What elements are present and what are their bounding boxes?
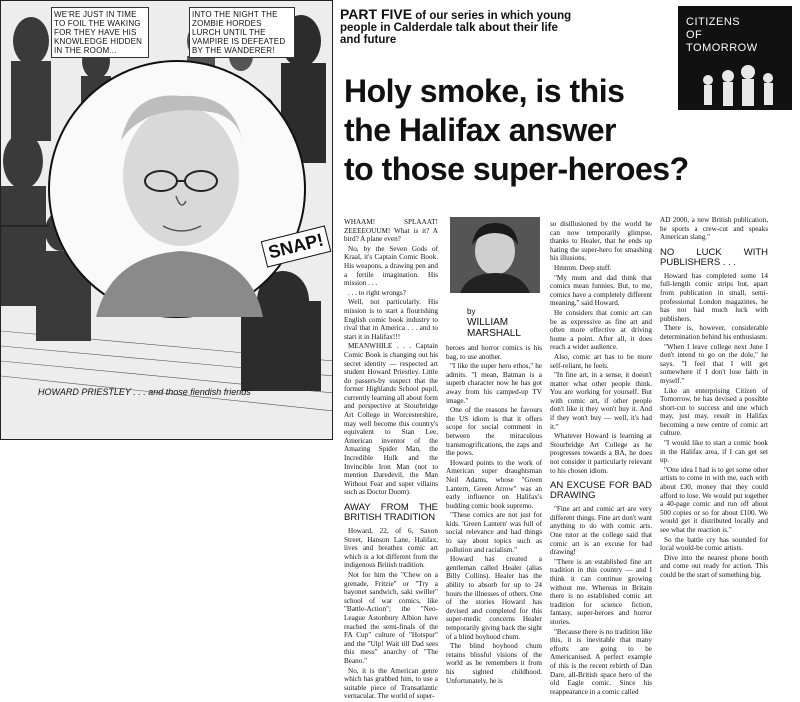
headline-line: the Halifax answer xyxy=(344,112,616,148)
paragraph: Like an enterprising Citizen of Tomorrow, he has devised a possible short-cut to success and one which may, just may, result in Halifax becoming a new centre of comic art culture. xyxy=(660,386,768,438)
byline-by: by xyxy=(467,307,476,316)
series-box-line: OF xyxy=(686,29,703,41)
paragraph: Howard has completed some 14 full-length comic strips but, apart from publication in small, semi-professional London magazines, he has not had much luck with publishers. xyxy=(660,271,768,323)
comic-caption-box: WE'RE JUST IN TIME TO FOIL THE WAKING FOR THEY HAVE HIS KNOWLEDGE HIDDEN IN THE ROOM... xyxy=(51,7,149,58)
paragraph: "My mum and dad think that comics mean funnies. But, to me, comics have a completely different meaning," said Howard. xyxy=(550,273,652,308)
headline-line: Holy smoke, is this xyxy=(344,73,625,109)
paragraph: AD 2000, a new British publication, he sports a crew-cut and speaks American slang." xyxy=(660,216,768,242)
paragraph: "Fine art and comic art are very different things. Fine art don't want anything to do with comic arts. One tutor at the college said that comic art is an excuse for bad drawing! xyxy=(550,505,652,557)
comic-sound-effect: SNAP! xyxy=(261,225,332,267)
paragraph: There is, however, considerable determination behind his enthusiasm. xyxy=(660,324,768,341)
paragraph: . . . to right wrongs? xyxy=(348,288,406,297)
byline-name: WILLIAM xyxy=(467,317,509,328)
paragraph: Not for him the "Chew on a grenade, Fritzie" or "Try a bayonet sandwich, saki swiller" school of war comics, like "Battle-Action"; the "Neo-League Astonbury Albion have reached the semi-finals of the FA Cup" culture of "Hotspur" and the "Ulp! Wait till Dad sees this mess" anarchy of "The Beano." xyxy=(344,570,438,665)
subheading: NO LUCK WITH PUBLISHERS . . . xyxy=(660,246,768,268)
headline xyxy=(344,72,689,189)
headline-line: to those super-heroes? xyxy=(344,151,689,187)
paragraph: "There is an established fine art tradition in this country — and I think it can continue growing without me. Whereas in Britain there is no established comic art tradition for science fiction, fantasy, super-heroes and horror stories. xyxy=(550,557,652,626)
article-column xyxy=(446,344,542,686)
paragraph: Howard has created a gentleman called Healer (alias Billy Collins). Healer has the ability to absorb for up to 24 hours the illnesses of others. One of the stories Howard has devised and completed for this super-medic concerns Healer temporarily giving back the sight of a blind boyhood chum. xyxy=(446,555,542,641)
series-logo-box xyxy=(678,6,792,110)
photo-caption: HOWARD PRIESTLEY . . . and those fiendish friends xyxy=(38,387,251,397)
series-box-line: CITIZENS xyxy=(686,16,741,28)
paragraph: "One idea I had is to get some other artists to come in with me, each with about £30, money that they could afford to lose. We would put together a 40-page comic and run off about 500 copies or so for about £100. We would get it distributed locally and see what the reaction is." xyxy=(660,465,768,534)
paragraph: heroes and horror comics is his bag, to use another. xyxy=(446,344,542,361)
byline-name: MARSHALL xyxy=(467,328,521,339)
paragraph: "When I leave college next June I don't intend to go on the dole," he says. "I feel that I will get somewhere if I don't lose faith in myself." xyxy=(660,342,768,385)
article-column xyxy=(344,218,438,702)
paragraph: He considers that comic art can be as expressive as fine art and often more effective at driving home a point. After all, it does reach a wider audience. xyxy=(550,308,652,352)
paragraph: No, by the Seven Gods of Kraal, it's Captain Comic Book. His weapons, a drawing pen and a fertile imagination. His mission . . . xyxy=(344,244,438,288)
paragraph: "In fine art, in a sense, it doesn't matter what other people think. You are working for yourself. But with comic art, if other people don't like it they won't buy it. And if they won't buy — well, it's had it." xyxy=(550,371,652,431)
author-portrait xyxy=(450,217,540,293)
subheading: AN EXCUSE FOR BAD DRAWING xyxy=(550,480,652,502)
byline xyxy=(467,306,521,339)
series-kicker xyxy=(340,8,580,46)
paragraph: "I like the super hero ethos," he admits. "I mean, Batman is a superb character now he has got away from his camped-up TV image." xyxy=(446,362,542,405)
paragraph: Also, comic art has to be more self-reliant, he feels. xyxy=(550,352,652,370)
paragraph: "I would like to start a comic book in the Halifax area, if I can get set up. xyxy=(660,439,768,465)
paragraph: One of the reasons he favours the US idiom is that it offers scope for social comment in between the miraculous transmogrifications, the zaps and the pows. xyxy=(446,406,542,458)
kicker-part: PART FIVE xyxy=(340,6,413,22)
paragraph: Howard, 22, of 6, Saxon Street, Hanson Lane, Halifax, lives and breathes comic art which is a lot different from the indigenous British tradition. xyxy=(344,527,438,570)
series-box-line: TOMORROW xyxy=(686,42,758,54)
kicker-text: of our series in which young people in Calderdale talk about their life and future xyxy=(340,10,572,46)
paragraph: MEANWHILE . . . Captain Comic Book is changing out his secret identity — respected art student Howard Priestley. Little do passers-by suspect that the former Highlands School pupil, currently learning all about form and perspective at Stourbridge Art College in Worcestershire, may well become this country's equivalent to Stan Lee, American inventor of the Amazing Spider Man, the Incredible Hulk and the Invincible Iron Man (not to mention Daredevil, the Man Without Fear and super villains such as Doctor Doom). xyxy=(344,342,438,497)
comic-illustration xyxy=(0,0,333,440)
paragraph: Hmmm. Deep stuff. xyxy=(554,263,612,272)
paragraph: So the battle cry has sounded for local would-be comic artists. xyxy=(660,535,768,553)
paragraph: The blind boyhood chum retains blissful visions of the world as he remembers it from his sighted childhood. Unfortunately, he is xyxy=(446,642,542,685)
paragraph: WHAAM! SPLAAAT! ZEEEEOUUM! What is it? A bird? A plane even? xyxy=(344,218,438,244)
paragraph: Whatever Howard is learning at Stourbridge Art College as he progresses towards a BA, he does not consider it particularly relevant to his chosen idiom. xyxy=(550,432,652,475)
article-column xyxy=(550,220,652,697)
paragraph: Howard points to the work of American super draughtsman Neil Adams, whose "Green Lantern, Green Arrow" was an early influence on Halifax's budding comic book supremo. xyxy=(446,458,542,510)
paragraph: "Because there is no tradition like this, it is inevitable that many efforts are going to be Americanised. A perfect example of this is the recent rebirth of Dan Dare, all-British space hero of the old Eagle comic. Since his reappearance in a comic called xyxy=(550,627,652,696)
paragraph: Dive into the nearest phone booth and come out ready for action. This could be the start of something big. xyxy=(660,553,768,579)
article-column xyxy=(660,216,768,581)
comic-caption-box: INTO THE NIGHT THE ZOMBIE HORDES LURCH UNTIL THE VAMPIRE IS DEFEATED BY THE WANDERER! xyxy=(189,7,295,58)
paragraph: Well, not particularly. His mission is to start a flourishing English comic book industry to rival that in America . . . and to start it in Halifax!!! xyxy=(344,298,438,341)
paragraph: No, it is the American genre which has grabbed him, to use a suitable piece of Transatlantic vernacular. The world of super- xyxy=(344,666,438,701)
subheading: AWAY FROM THE BRITISH TRADITION xyxy=(344,502,438,523)
paragraph: so disillusioned by the world he can now temporarily glimpse, thanks to Healer, that he ends up hating the super-hero for smashing his illusions. xyxy=(550,220,652,263)
paragraph: "These comics are not just for kids. 'Green Lantern' was full of social relevance and had things to say about topics such as pollution and racialism." xyxy=(446,511,542,554)
